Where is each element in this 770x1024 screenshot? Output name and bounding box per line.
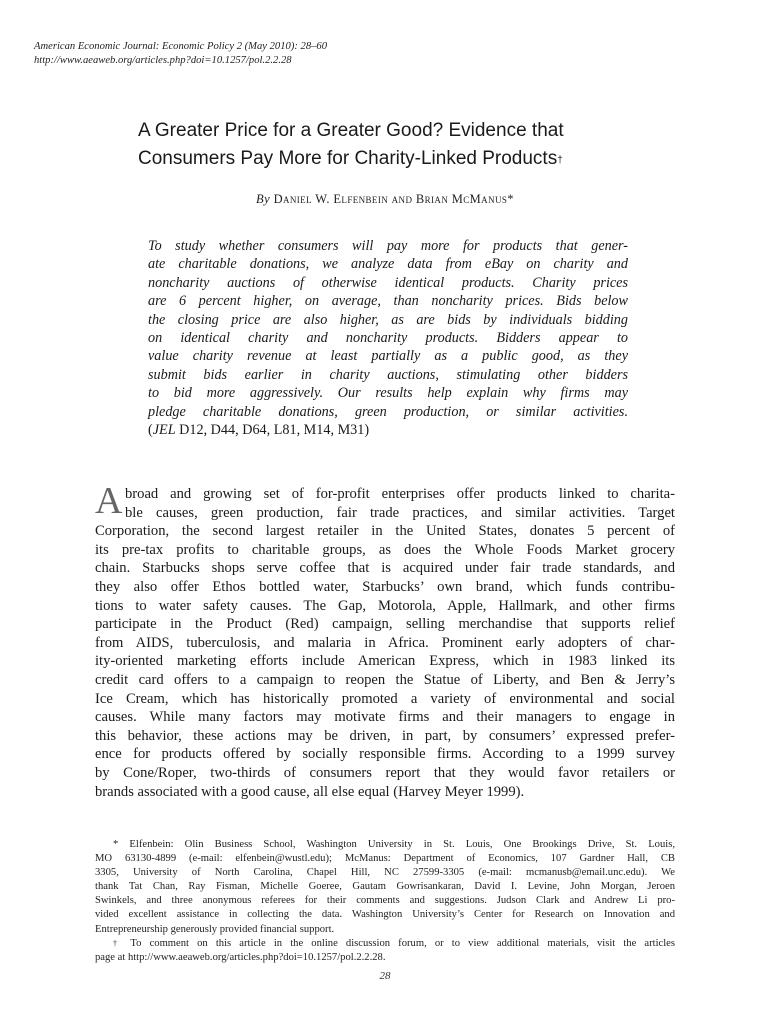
body-line: credit card offers to a campaign to reopen the Statue of Liberty, and Ben & Jerry’s [95, 671, 675, 688]
abstract-line: to bid more aggressively. Our results help explain why firms may [148, 385, 628, 402]
dagger-footnote-text: To comment on this article in the online discussion forum, or to view additional materials, visit the articles [122, 937, 675, 949]
body-line: from AIDS, tuberculosis, and malaria in Africa. Prominent early adopters of char- [95, 634, 675, 651]
title-line-2-text: Consumers Pay More for Charity-Linked Products [138, 148, 558, 169]
dagger-mark: † [113, 938, 123, 948]
page-number: 28 [379, 970, 391, 982]
abstract-line: the closing price are also higher, as are bids by individuals bidding [148, 311, 628, 328]
jel-open: ( [148, 422, 153, 439]
abstract-line: noncharity auctions of otherwise identical products. Charity prices [148, 274, 628, 291]
byline-by: By [256, 192, 271, 206]
drop-cap: A [95, 480, 123, 522]
footnote-line: vided excellent assistance in collecting the data. Washington University’s Center for Research on Innovation and [95, 909, 675, 921]
jel-label: JEL [152, 422, 176, 439]
body-line: causes. While many factors may motivate firms and their managers to engage in [95, 709, 675, 726]
footnote-line: Entrepreneurship generously provided financial support. [95, 923, 335, 935]
footnote-url-line[interactable]: page at http://www.aeaweb.org/articles.php?doi=10.1257/pol.2.2.28. [95, 951, 386, 963]
body-line: ble causes, green production, fair trade practices, and similar activities. Target [125, 504, 675, 521]
footnote-line: thank Tat Chan, Ray Fisman, Michelle Goeree, Gautam Gowrisankaran, David I. Levine, John Morgan, Jeroen [95, 881, 675, 893]
dagger-footnote-mark[interactable]: † [557, 155, 563, 166]
journal-citation: American Economic Journal: Economic Policy 2 (May 2010): 28–60 [34, 41, 328, 52]
abstract-line: submit bids earlier in charity auctions, stimulating other bidders [148, 366, 628, 383]
abstract-line: ate charitable donations, we analyze data from eBay on charity and [148, 256, 628, 273]
footnote-line: 3305, University of North Carolina, Chapel Hill, NC 27599-3305 (e-mail: mcmanusb@email.unc.edu). We [95, 867, 675, 879]
footnote-line: Swinkels, and three anonymous referees for their comments and suggestions. Judson Clark and Andrew Li pro- [95, 895, 675, 907]
body-line: ence for products offered by socially responsible firms. According to a 1999 survey [95, 746, 675, 763]
footnote-line: * Elfenbein: Olin Business School, Washington University in St. Louis, One Brookings Drive, St. Louis, [113, 839, 675, 850]
article-url: http://www.aeaweb.org/articles.php?doi=10.1257/pol.2.2.28 [34, 55, 292, 66]
footnote-line [95, 937, 675, 951]
byline [0, 192, 770, 207]
body-line: chain. Starbucks shops serve coffee that is acquired under fair trade standards, and [95, 560, 675, 577]
body-line: this behavior, these actions may be driven, in part, by consumers’ expressed prefer- [95, 727, 675, 744]
byline-and: and [391, 192, 413, 206]
author-footnote-mark[interactable]: * [507, 192, 514, 206]
body-line: brands associated with a good cause, all else equal (Harvey Meyer 1999). [95, 783, 525, 800]
jel-code-list: D12, D44, D64, L81, M14, M31) [175, 422, 370, 439]
author-1: Daniel W. Elfenbein [273, 192, 389, 206]
footnotes [95, 838, 675, 965]
abstract-line: To study whether consumers will pay more for products that gener- [148, 238, 628, 254]
body-line: Ice Cream, which has historically promoted a variety of environmental and social [95, 690, 675, 707]
article-title [138, 117, 698, 173]
abstract [148, 237, 628, 439]
body-line: tions to water safety causes. The Gap, Motorola, Apple, Hallmark, and other firms [95, 597, 675, 614]
body-line: by Cone/Roper, two-thirds of consumers report that they would favor retailers or [95, 764, 675, 781]
body-line: its pre-tax profits to charitable groups, as does the Whole Foods Market grocery [95, 541, 675, 558]
abstract-line: value charity revenue at least partially as a public good, as they [148, 348, 628, 365]
abstract-line: are 6 percent higher, on average, than noncharity prices. Bids below [148, 293, 628, 310]
title-line-2 [138, 145, 698, 173]
abstract-line: pledge charitable donations, green production, or similar activities. [148, 403, 628, 420]
body-paragraph [95, 485, 675, 801]
jel-codes [148, 421, 628, 439]
abstract-line: on identical charity and noncharity products. Bidders appear to [148, 330, 628, 347]
body-line: they also offer Ethos bottled water, Starbucks’ own brand, which funds contribu- [95, 578, 675, 595]
footnote-line: MO 63130-4899 (e-mail: elfenbein@wustl.edu); McManus: Department of Economics, 107 Gardner Hall, CB [95, 853, 675, 865]
body-line: participate in the Product (Red) campaign, selling merchandise that supports relief [95, 616, 675, 633]
body-line: Corporation, the second largest retailer in the United States, donates 5 percent of [95, 523, 675, 540]
journal-header [34, 40, 634, 68]
body-line: ity-oriented marketing efforts include American Express, which in 1983 linked its [95, 653, 675, 670]
author-2: Brian McManus [415, 192, 508, 206]
body-line: broad and growing set of for-profit enterprises offer products linked to charita- [125, 486, 675, 502]
title-line-1: A Greater Price for a Greater Good? Evidence that [138, 120, 564, 141]
